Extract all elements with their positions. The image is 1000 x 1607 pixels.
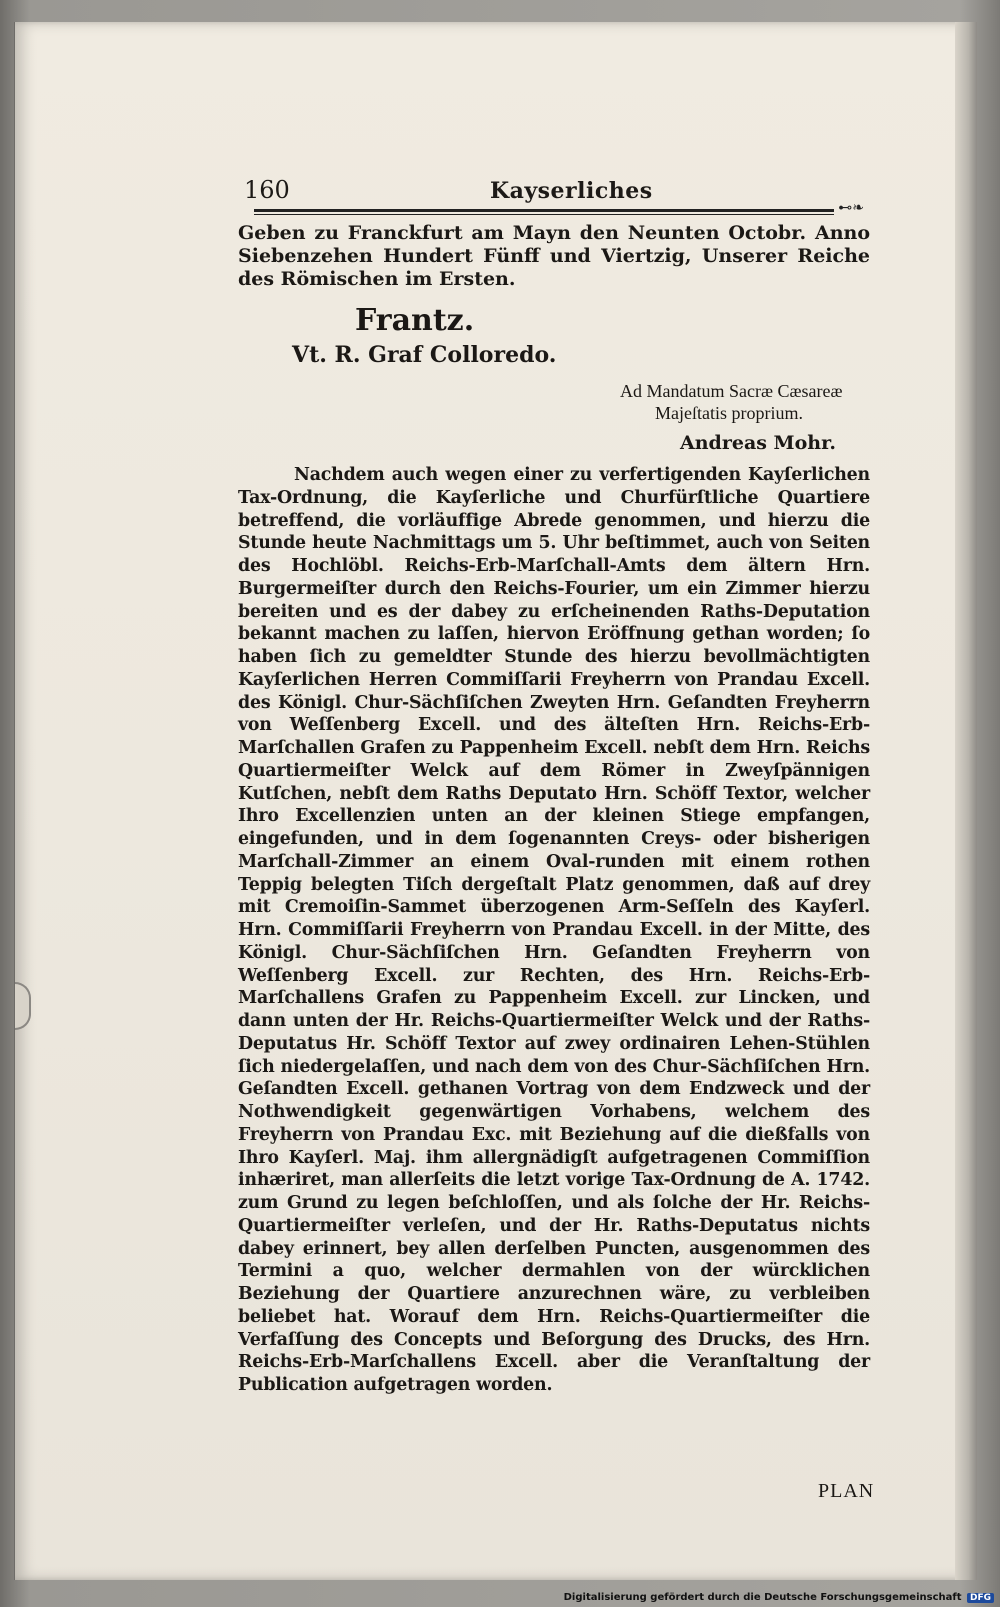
rule-flourish-icon: ⊷❧ bbox=[838, 200, 864, 216]
dating-line: Geben zu Franckfurt am Mayn den Neunten Octobr. Anno Siebenzehen Hundert Fünff und Viertzig, Unserer Reiche des Römischen im Ersten. bbox=[238, 222, 870, 290]
catchword: PLAN bbox=[818, 1480, 875, 1502]
header-rule bbox=[244, 200, 864, 216]
mandate-line-1: Ad Mandatum Sacræ Cæsareæ bbox=[620, 381, 843, 401]
mandate-line-2: Majeſtatis proprium. bbox=[655, 403, 803, 423]
countersignature: Vt. R. Graf Colloredo. bbox=[292, 342, 557, 368]
credit-text: Digitalisierung gefördert durch die Deutsche Forschungsgemeinschaft bbox=[563, 1592, 962, 1603]
digitization-credit bbox=[564, 1592, 994, 1603]
running-title: Kayserliches bbox=[490, 178, 653, 204]
dfg-logo: DFG bbox=[967, 1593, 994, 1603]
body-paragraph: Nachdem auch wegen einer zu verfertigenden Kayſerlichen Tax-Ordnung, die Kayſerliche und Churfürſtliche Quartiere betreffend, die vorläuffige Abrede genommen, und hierzu die Stunde heute Nachmittags um 5. Uhr beſtimmet, auch von Seiten des Hochlöbl. Reichs-Erb-Marſchall-Amts dem ältern Hrn. Burgermeiſter durch den Reichs-Fourier, um ein Zimmer hierzu bereiten und es der dabey zu erſcheinenden Raths-Deputation bekannt machen zu laſſen, hiervon Eröffnung gethan worden; ſo haben ſich zu gemeldter Stunde des hierzu bevollmächtigten Kayſerlichen Herren Commiſſarii Freyherrn von Prandau Excell. des Königl. Chur-Sächſiſchen Zweyten Hrn. Geſandten Freyherrn von Weſſenberg Excell. und des älteſten Hrn. Reichs-Erb-Marſchallen Grafen zu Pappenheim Excell. nebſt dem Hrn. Reichs Quartiermeiſter Welck auf dem Römer in Zweyſpännigen Kutſchen, nebſt dem Raths Deputato Hrn. Schöff Textor, welcher Ihro Excellenzien unten an der kleinen Stiege empfangen, eingefunden, und in dem ſogenannten Creys- oder bisherigen Marſchall-Zimmer an einem Oval-runden mit einem rothen Teppig belegten Tiſch dergeſtalt Platz genommen, daß auf drey mit Cremoiſin-Sammet überzogenen Arm-Seſſeln des Kayſerl. Hrn. Commiſſarii Freyherrn von Prandau Excell. in der Mitte, des Königl. Chur-Sächſiſchen Hrn. Geſandten Freyherrn von Weſſenberg Excell. zur Rechten, des Hrn. Reichs-Erb-Marſchallens Grafen zu Pappenheim Excell. zur Lincken, und dann unten der Hr. Reichs-Quartiermeiſter Welck und der Raths-Deputatus Hr. Schöff Textor auf zwey ordinairen Lehen-Stühlen ſich niedergelaſſen, und nach dem von des Chur-Sächſiſchen Hrn. Geſandten Excell. gethanen Vortrag von dem Endzweck und der Nothwendigkeit gegenwärtigen Vorhabens, welchem des Freyherrn von Prandau Exc. mit Beziehung auf die dießfalls von Ihro Kayſerl. Maj. ihm allergnädigſt aufgetragenen Commiſſion inhæriret, man allerſeits die letzt vorige Tax-Ordnung de A. 1742. zum Grund zu legen beſchloſſen, und als ſolche der Hr. Reichs-Quartiermeiſter verleſen, und der Hr. Raths-Deputatus nichts dabey erinnert, bey allen derſelben Puncten, ausgenommen des Termini a quo, welcher dermahlen von der würcklichen Beziehung der Quartiere anzurechnen wäre, zu verbleiben beliebet hat. Worauf dem Hrn. Reichs-Quartiermeiſter die Verfaſſung des Concepts und Beſorgung des Drucks, des Hrn. Reichs-Erb-Marſchallens Excell. aber die Veranſtaltung der Publication aufgetragen worden. bbox=[238, 465, 870, 1395]
running-head bbox=[230, 172, 880, 218]
signature-name: Frantz. bbox=[355, 303, 475, 338]
page-edge bbox=[955, 22, 977, 1580]
mandate-formula bbox=[620, 380, 880, 424]
page-clip-mark bbox=[15, 982, 31, 1030]
page-number: 160 bbox=[244, 176, 290, 204]
secretary-name: Andreas Mohr. bbox=[680, 432, 836, 454]
